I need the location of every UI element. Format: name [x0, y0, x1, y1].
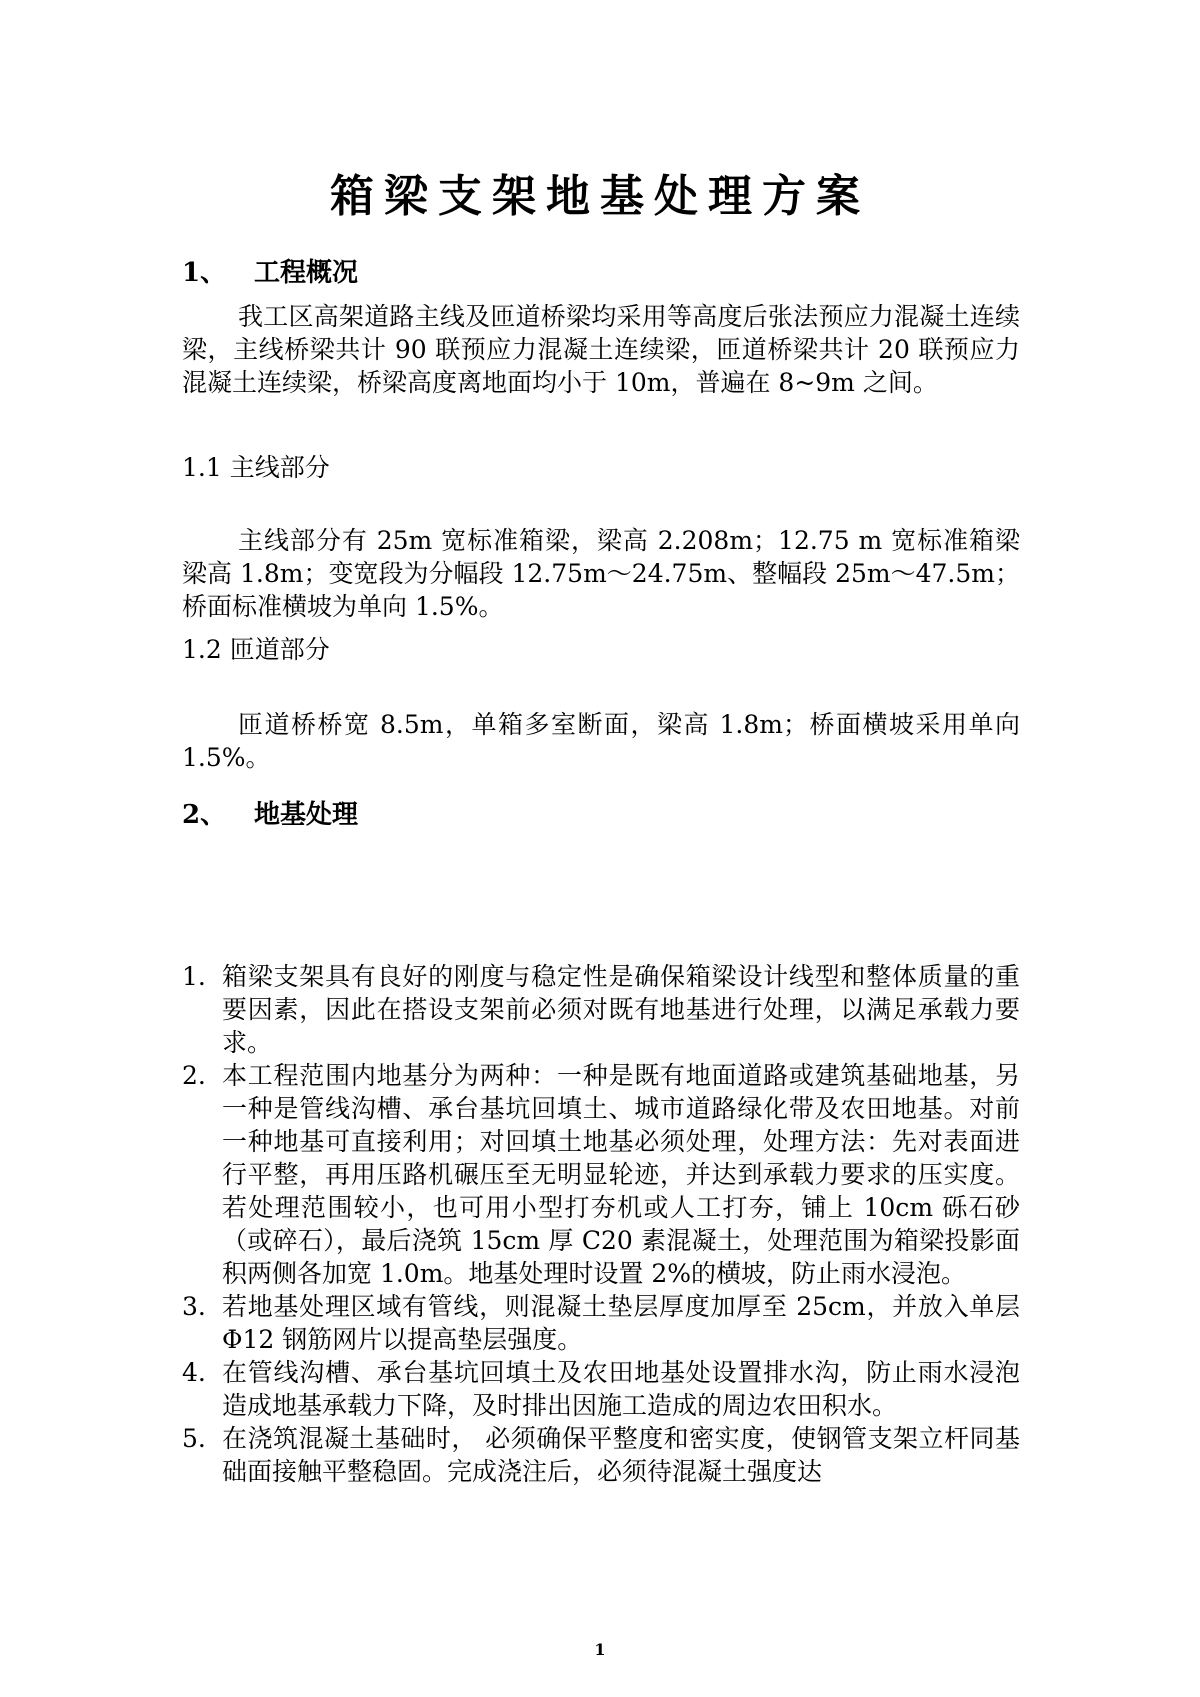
- list-item-text: 在浇筑混凝土基础时， 必须确保平整度和密实度，使钢管支架立杆同基础面接触平整稳固。完成浇注后，必须待混凝土强度达: [222, 1424, 1020, 1486]
- list-item-number: 5.: [182, 1424, 206, 1453]
- section-1-heading: [182, 252, 358, 289]
- subsection-1-1-heading: 1.1 主线部分: [182, 453, 330, 482]
- list-item-text: 本工程范围内地基分为两种：一种是既有地面道路或建筑基础地基，另一种是管线沟槽、承台基坑回填土、城市道路绿化带及农田地基。对前一种地基可直接利用；对回填土地基必须处理，处理方法：先对表面进行平整，再用压路机碾压至无明显轮迹，并达到承载力要求的压实度。若处理范围较小，也可用小型打夯机或人工打夯，铺上 10cm 砾石砂（或碎石），最后浇筑 15cm 厚 C20 素混凝土，处理范围为箱梁投影面积两侧各加宽 1.0m。地基处理时设置 2%的横坡，防止雨水浸泡。: [222, 1061, 1020, 1288]
- list-item-text: 在管线沟槽、承台基坑回填土及农田地基处设置排水沟，防止雨水浸泡造成地基承载力下降，及时排出因施工造成的周边农田积水。: [222, 1358, 1020, 1420]
- subsection-1-2-paragraph: 匝道桥桥宽 8.5m，单箱多室断面，梁高 1.8m；桥面横坡采用单向 1.5%。: [182, 710, 1020, 772]
- list-item-number: 3.: [182, 1292, 206, 1321]
- list-item: [182, 1422, 1020, 1488]
- list-item: [182, 960, 1020, 1059]
- list-item-number: 2.: [182, 1061, 206, 1090]
- list-item-number: 4.: [182, 1358, 206, 1387]
- list-item: [182, 1059, 1020, 1290]
- section-1-number: 1、: [182, 258, 227, 288]
- section-1-paragraph: 我工区高架道路主线及匝道桥梁均采用等高度后张法预应力混凝土连续梁，主线桥梁共计 90 联预应力混凝土连续梁，匝道桥梁共计 20 联预应力混凝土连续梁，桥梁高度离地面均小于 10m，普遍在 8~9m 之间。: [182, 302, 1020, 397]
- page-number: 1: [594, 1640, 606, 1659]
- list-item: [182, 1290, 1020, 1356]
- list-item-text: 箱梁支架具有良好的刚度与稳定性是确保箱梁设计线型和整体质量的重要因素，因此在搭设支架前必须对既有地基进行处理，以满足承载力要求。: [222, 962, 1020, 1057]
- subsection-1-1-paragraph: 主线部分有 25m 宽标准箱梁，梁高 2.208m；12.75 m 宽标准箱梁梁高 1.8m；变宽段为分幅段 12.75m～24.75m、整幅段 25m～47.5m；桥面标准横坡为单向 1.5%。: [182, 526, 1020, 621]
- document-title: 箱梁支架地基处理方案: [330, 171, 870, 222]
- treatment-list: [182, 960, 1020, 1488]
- list-item: [182, 1356, 1020, 1422]
- section-1-title: 工程概况: [254, 258, 359, 288]
- list-item-number: 1.: [182, 962, 206, 991]
- subsection-1-2-heading: 1.2 匝道部分: [182, 635, 330, 664]
- section-2-title: 地基处理: [254, 800, 359, 830]
- list-item-text: 若地基处理区域有管线，则混凝土垫层厚度加厚至 25cm，并放入单层 Φ12 钢筋网片以提高垫层强度。: [222, 1292, 1020, 1354]
- section-2-number: 2、: [182, 800, 227, 830]
- section-2-heading: [182, 794, 358, 831]
